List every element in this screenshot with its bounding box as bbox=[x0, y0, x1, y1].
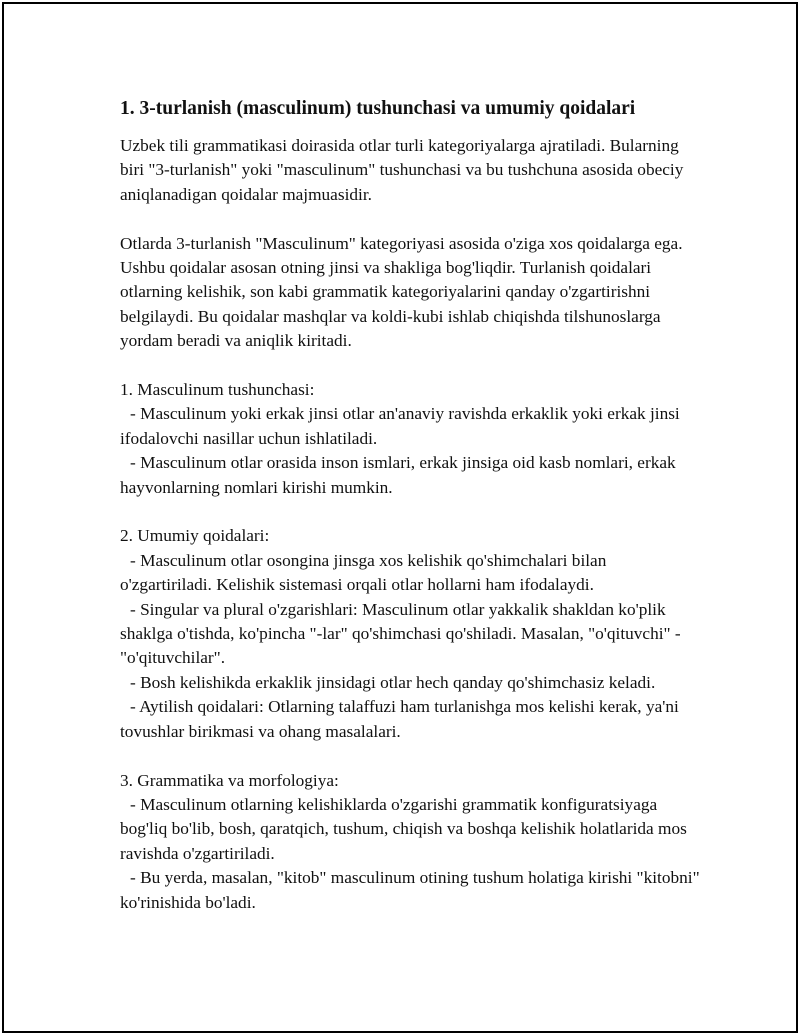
section-masculinum-concept bbox=[120, 378, 700, 500]
list-item: - Masculinum otlar orasida inson ismlari, erkak jinsiga oid kasb nomlari, erkak hayvonlarning nomlari kirishi mumkin. bbox=[120, 453, 676, 497]
section-general-rules bbox=[120, 524, 700, 744]
intro-paragraph-2: Otlarda 3-turlanish "Masculinum" kategoriyasi asosida o'ziga xos qoidalarga ega. Ushbu qoidalar asosan otning jinsi va shakliga bog'liqdir. Turlanish qoidalari otlarning kelishik, son kabi grammatik kategoriyalarini qanday o'zgartirishni belgilaydi. Bu qoidalar mashqlar va koldi-kubi ishlab chiqishda tilshunoslarga yordam beradi va aniqlik kiritadi. bbox=[120, 233, 683, 351]
intro-paragraph-1: Uzbek tili grammatikasi doirasida otlar turli kategoriyalarga ajratiladi. Bularning biri "3-turlanish" yoki "masculinum" tushunchasi va bu tushchuna asosida obeciy aniqlanadigan qoidalar majmuasidir. bbox=[120, 136, 684, 204]
section-heading: 1. Masculinum tushunchasi: bbox=[120, 380, 315, 400]
list-item: - Masculinum otlar osongina jinsga xos kelishik qo'shimchalari bilan o'zgartiriladi. Kelishik sistemasi orqali otlar hollarni ham ifodalaydi. bbox=[120, 550, 607, 595]
section-heading: 3. Grammatika va morfologiya: bbox=[120, 770, 339, 790]
section-grammar-morphology bbox=[120, 769, 700, 915]
list-item: - Masculinum otlarning kelishiklarda o'zgarishi grammatik konfiguratsiyaga bog'liq bo'lib, bosh, qaratqich, tushum, chiqish va boshqa kelishik holatlarida mos ravishda o'zgartiriladi. bbox=[120, 794, 687, 863]
list-item: - Bosh kelishikda erkaklik jinsidagi otlar hech qanday qo'shimchasiz keladi. bbox=[130, 672, 656, 692]
list-item: - Bu yerda, masalan, "kitob" masculinum otining tushum holatiga kirishi "kitobni" ko'rinishida bo'ladi. bbox=[120, 868, 700, 912]
document-title: 1. 3-turlanish (masculinum) tushunchasi va umumiy qoidalari bbox=[120, 98, 636, 119]
list-item: - Aytilish qoidalari: Otlarning talaffuzi ham turlanishga mos kelishi kerak, ya'ni tovushlar birikmasi va ohang masalalari. bbox=[120, 697, 679, 741]
list-item: - Masculinum yoki erkak jinsi otlar an'anaviy ravishda erkaklik yoki erkak jinsi ifodalovchi nasillar uchun ishlatiladi. bbox=[120, 404, 680, 448]
list-item: - Singular va plural o'zgarishlari: Masculinum otlar yakkalik shakldan ko'plik shaklga o'tishda, ko'pincha "-lar" qo'shimchasi qo'shiladi. Masalan, "o'qituvchi" - "o'qituvchilar". bbox=[120, 599, 681, 668]
section-heading: 2. Umumiy qoidalari: bbox=[120, 526, 270, 546]
document-content bbox=[120, 94, 700, 915]
document-page bbox=[2, 2, 798, 1033]
